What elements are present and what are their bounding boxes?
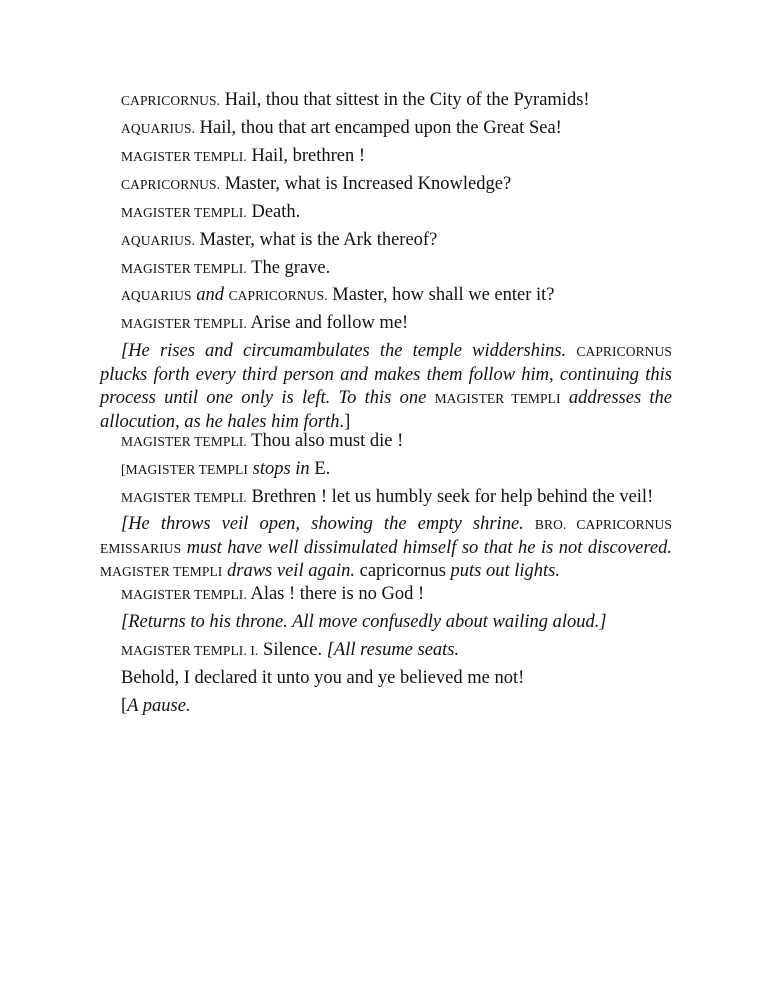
character-name: CAPRICORNUS	[576, 344, 672, 359]
speaker-name: MAGISTER TEMPLI. I.	[121, 643, 259, 658]
character-name: MAGISTER TEMPLI	[434, 391, 561, 406]
dialogue-line	[121, 284, 693, 308]
dialogue-line	[121, 145, 693, 169]
stage-text: plucks forth every third person and makes them follow him, continuing this process until one only is left. To this one	[100, 364, 672, 408]
stage-text: [All resume seats.	[326, 640, 460, 660]
stage-close: .]	[339, 411, 351, 432]
speaker-name: MAGISTER TEMPLI.	[121, 490, 247, 505]
speaker-joiner: and	[196, 285, 224, 305]
speaker-name: MAGISTER TEMPLI.	[121, 587, 247, 602]
stage-text: must have well dissimulated himself so that he is not discovered.	[186, 537, 672, 558]
dialogue-text: Death.	[251, 202, 301, 222]
stage-location: E.	[314, 459, 331, 479]
dialogue-text: Alas ! there is no God !	[250, 584, 425, 604]
character-name: MAGISTER TEMPLI	[125, 462, 248, 477]
dialogue-line	[121, 312, 693, 336]
speaker-name: MAGISTER TEMPLI.	[121, 149, 247, 164]
bracket: [	[121, 462, 126, 477]
dialogue-text: Hail, brethren !	[251, 146, 366, 166]
character-name-lower: capricornus	[359, 561, 446, 581]
dialogue-line	[121, 639, 693, 663]
dialogue-text: Master, how shall we enter it?	[332, 285, 555, 305]
dialogue-line	[121, 89, 693, 113]
stage-direction	[100, 340, 672, 434]
dialogue-text: Hail, thou that sittest in the City of the Pyramids!	[224, 90, 590, 110]
stage-text: [He rises and circumambulates the temple widdershins.	[121, 341, 567, 361]
dialogue-text: Brethren ! let us humbly seek for help behind the veil!	[251, 487, 654, 507]
speaker-name: MAGISTER TEMPLI.	[121, 261, 247, 276]
stage-text: draws veil again.	[227, 561, 355, 581]
speaker-name: AQUARIUS.	[121, 121, 196, 136]
speaker-name: MAGISTER TEMPLI.	[121, 434, 247, 449]
dialogue-text: Hail, thou that art encamped upon the Great Sea!	[199, 118, 562, 138]
dialogue-line	[121, 430, 693, 454]
stage-text: addresses the allocution, as he hales him forth	[100, 388, 673, 432]
stage-text: stops in	[252, 459, 310, 479]
dialogue-text: Thou also must die !	[251, 431, 404, 451]
dialogue-line	[121, 229, 693, 253]
dialogue-text: Master, what is Increased Knowledge?	[224, 174, 512, 194]
dialogue-text: Behold, I declared it unto you and ye believed me not!	[121, 668, 525, 688]
character-name: BRO. CAPRICORNUS EMISSARIUS	[100, 517, 673, 556]
stage-text: [He throws veil open, showing the empty shrine.	[121, 514, 524, 534]
speaker-name: CAPRICORNUS.	[228, 288, 328, 303]
speaker-name: AQUARIUS.	[121, 233, 196, 248]
dialogue-line	[121, 486, 693, 510]
speaker-name: CAPRICORNUS.	[121, 93, 221, 108]
speaker-name: AQUARIUS	[121, 288, 192, 303]
dialogue-text: Silence.	[263, 640, 323, 660]
dialogue-text: Master, what is the Ark thereof?	[199, 230, 438, 250]
character-name: MAGISTER TEMPLI	[100, 564, 223, 579]
speaker-name: CAPRICORNUS.	[121, 177, 221, 192]
bracket: [	[121, 696, 128, 716]
stage-direction	[121, 611, 693, 635]
stage-text: puts out lights.	[450, 561, 561, 581]
stage-direction	[121, 695, 693, 719]
stage-direction	[100, 513, 672, 584]
dialogue-line	[121, 583, 693, 607]
dialogue-line	[121, 173, 693, 197]
speaker-name: MAGISTER TEMPLI.	[121, 205, 247, 220]
dialogue-line	[121, 667, 693, 691]
dialogue-text: The grave.	[251, 258, 331, 278]
dialogue-line	[121, 117, 693, 141]
dialogue-text: Arise and follow me!	[250, 313, 409, 333]
stage-direction	[121, 458, 693, 482]
dialogue-line	[121, 257, 693, 281]
stage-text: A pause.	[127, 696, 191, 716]
speaker-name: MAGISTER TEMPLI.	[121, 316, 247, 331]
stage-text: [Returns to his throne. All move confusedly about wailing aloud.]	[121, 612, 607, 632]
dialogue-line	[121, 201, 693, 225]
